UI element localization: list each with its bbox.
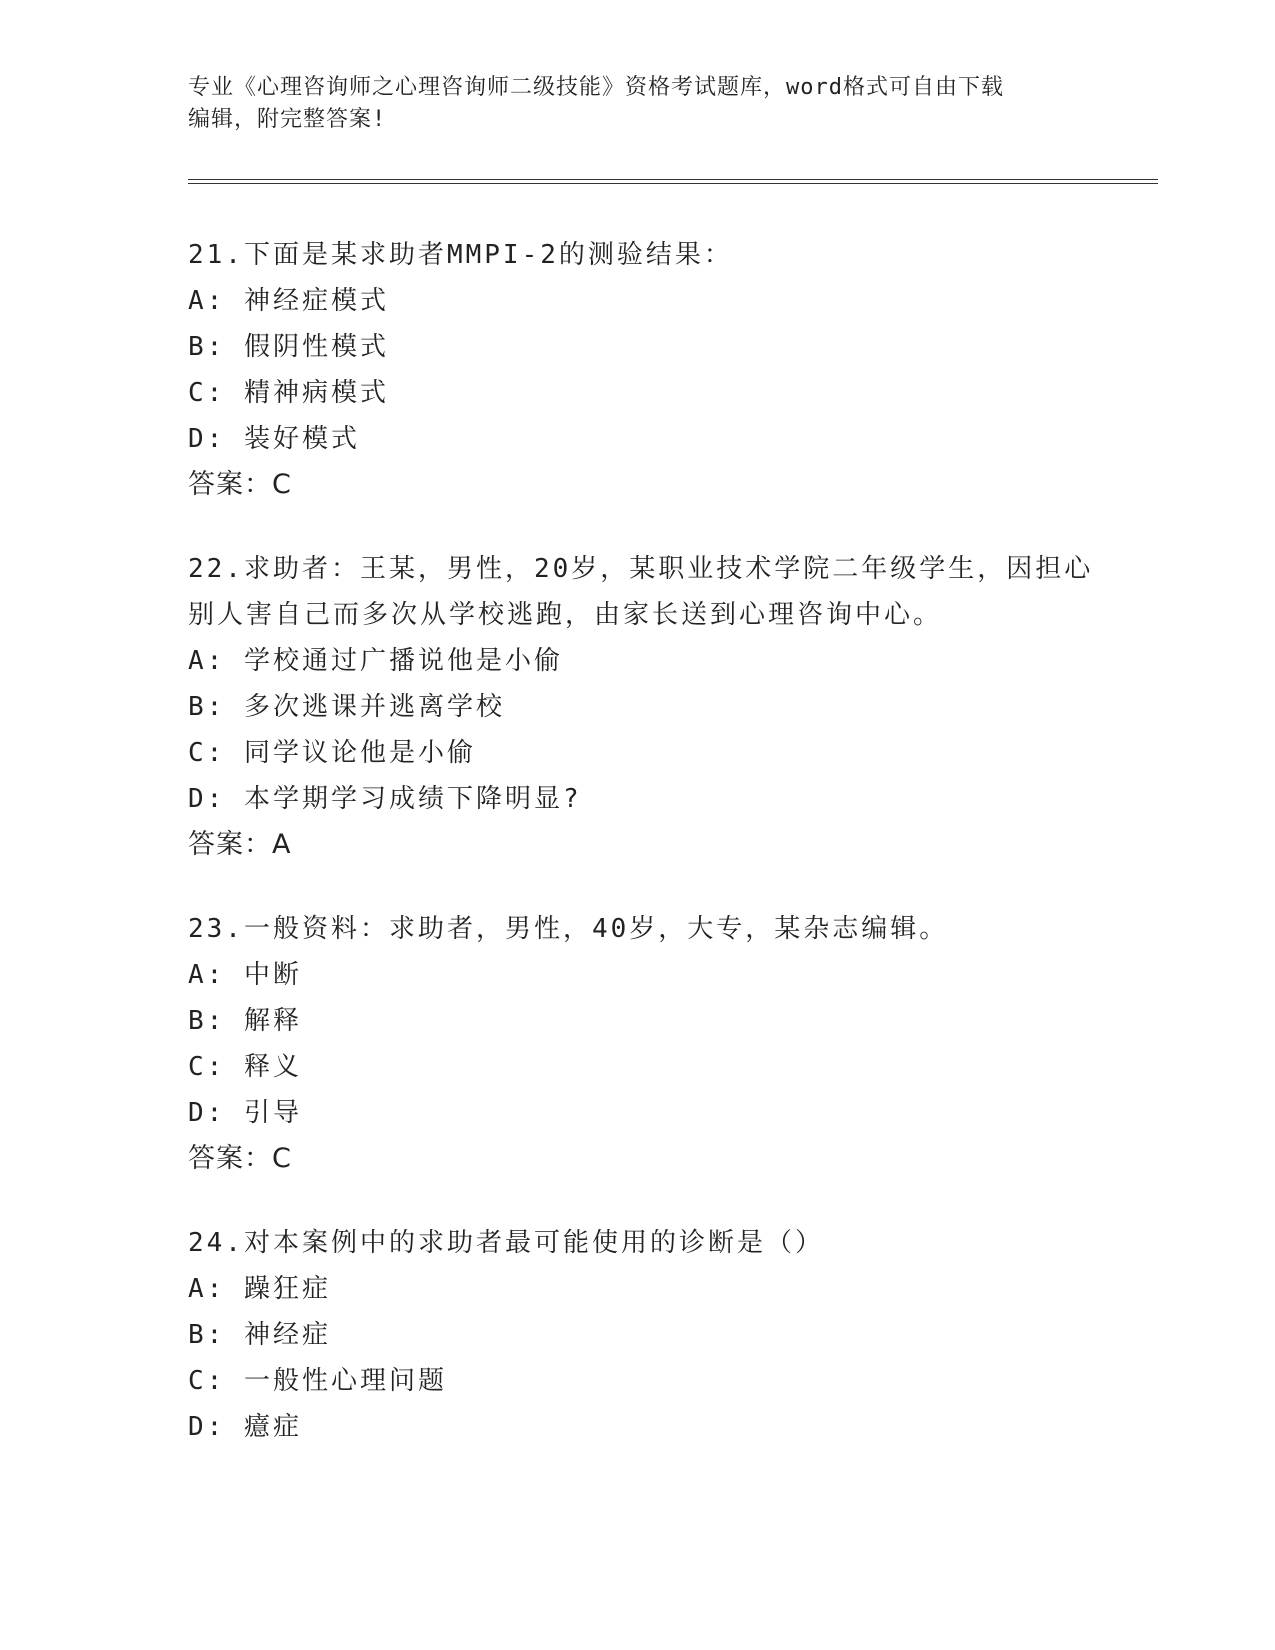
option-c: C: 精神病模式 [188, 378, 389, 408]
option-b: B: 解释 [188, 1006, 302, 1036]
option-b: B: 假阴性模式 [188, 332, 389, 362]
option-c: C: 同学议论他是小偷 [188, 738, 476, 768]
option-d: D: 本学期学习成绩下降明显? [188, 784, 582, 814]
question-21 [188, 232, 1108, 508]
option-a: A: 躁狂症 [188, 1274, 331, 1304]
option-a: A: 学校通过广播说他是小偷 [188, 646, 563, 676]
question-stem: 23.一般资料：求助者，男性，40岁，大专，某杂志编辑。 [188, 914, 949, 944]
header-divider-top [188, 179, 1158, 180]
option-d: D: 癔症 [188, 1412, 302, 1442]
option-c: C: 释义 [188, 1052, 302, 1082]
document-header [188, 72, 1088, 136]
header-divider-bottom [188, 183, 1158, 184]
option-d: D: 装好模式 [188, 424, 360, 454]
option-b: B: 神经症 [188, 1320, 331, 1350]
option-c: C: 一般性心理问题 [188, 1366, 447, 1396]
option-a: A: 中断 [188, 960, 302, 990]
question-stem-line-1: 22.求助者：王某，男性，20岁，某职业技术学院二年级学生，因担心 [188, 554, 1094, 584]
question-22 [188, 546, 1108, 868]
question-23 [188, 906, 1108, 1182]
question-stem: 24.对本案例中的求助者最可能使用的诊断是（） [188, 1228, 824, 1258]
answer-text: 答案：A [188, 829, 292, 860]
option-d: D: 引导 [188, 1098, 302, 1128]
option-b: B: 多次逃课并逃离学校 [188, 692, 505, 722]
question-list [188, 232, 1108, 1488]
option-a: A: 神经症模式 [188, 286, 389, 316]
header-line-1: 专业《心理咨询师之心理咨询师二级技能》资格考试题库，word格式可自由下载 [188, 75, 1004, 100]
question-stem: 21.下面是某求助者MMPI-2的测验结果： [188, 240, 733, 270]
question-24 [188, 1220, 1108, 1450]
question-stem-line-2: 别人害自己而多次从学校逃跑，由家长送到心理咨询中心。 [188, 600, 943, 630]
answer-text: 答案：C [188, 469, 292, 500]
header-line-2: 编辑，附完整答案! [188, 107, 387, 132]
answer-text: 答案：C [188, 1143, 292, 1174]
